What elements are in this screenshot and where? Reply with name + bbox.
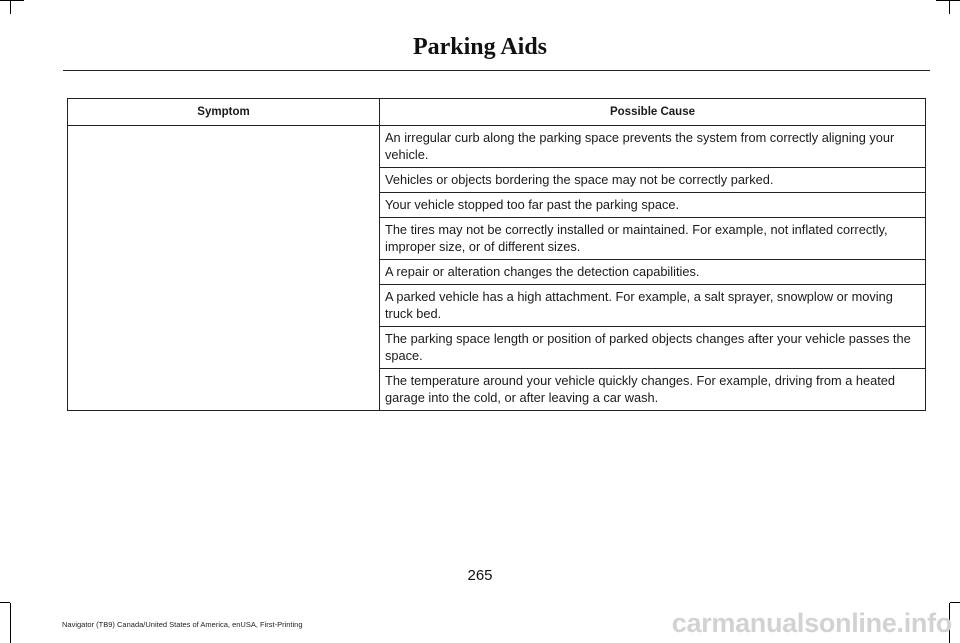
crop-mark — [0, 602, 10, 603]
cause-cell: The tires may not be correctly installed or maintained. For example, not inflated correctly, improper size, or of different sizes. — [380, 218, 926, 260]
edition-footer: Navigator (TB9) Canada/United States of America, enUSA, First-Printing — [62, 620, 303, 629]
crop-mark — [949, 0, 950, 14]
column-header-possible-cause: Possible Cause — [380, 99, 926, 126]
page-number: 265 — [467, 567, 493, 584]
cause-cell: A parked vehicle has a high attachment. For example, a salt sprayer, snowplow or moving truck bed. — [380, 285, 926, 327]
crop-mark — [950, 602, 960, 603]
site-watermark: carmanualsonline.info — [671, 608, 952, 638]
crop-mark — [10, 0, 11, 14]
symptom-cell — [68, 126, 380, 411]
crop-mark — [936, 0, 960, 1]
cause-cell: Your vehicle stopped too far past the parking space. — [380, 193, 926, 218]
cause-cell: The parking space length or position of parked objects changes after your vehicle passes the space. — [380, 327, 926, 369]
cause-cell: An irregular curb along the parking space prevents the system from correctly aligning your vehicle. — [380, 126, 926, 168]
cause-cell: Vehicles or objects bordering the space may not be correctly parked. — [380, 168, 926, 193]
table-row — [68, 126, 926, 168]
column-header-symptom: Symptom — [68, 99, 380, 126]
header-divider — [63, 70, 930, 71]
table-header-row — [68, 99, 926, 126]
page-title: Parking Aids — [412, 34, 548, 60]
symptom-cause-table — [67, 98, 926, 411]
cause-cell: A repair or alteration changes the detection capabilities. — [380, 260, 926, 285]
cause-cell: The temperature around your vehicle quickly changes. For example, driving from a heated garage into the cold, or after leaving a car wash. — [380, 369, 926, 411]
crop-mark — [0, 0, 24, 1]
crop-mark — [10, 603, 11, 643]
